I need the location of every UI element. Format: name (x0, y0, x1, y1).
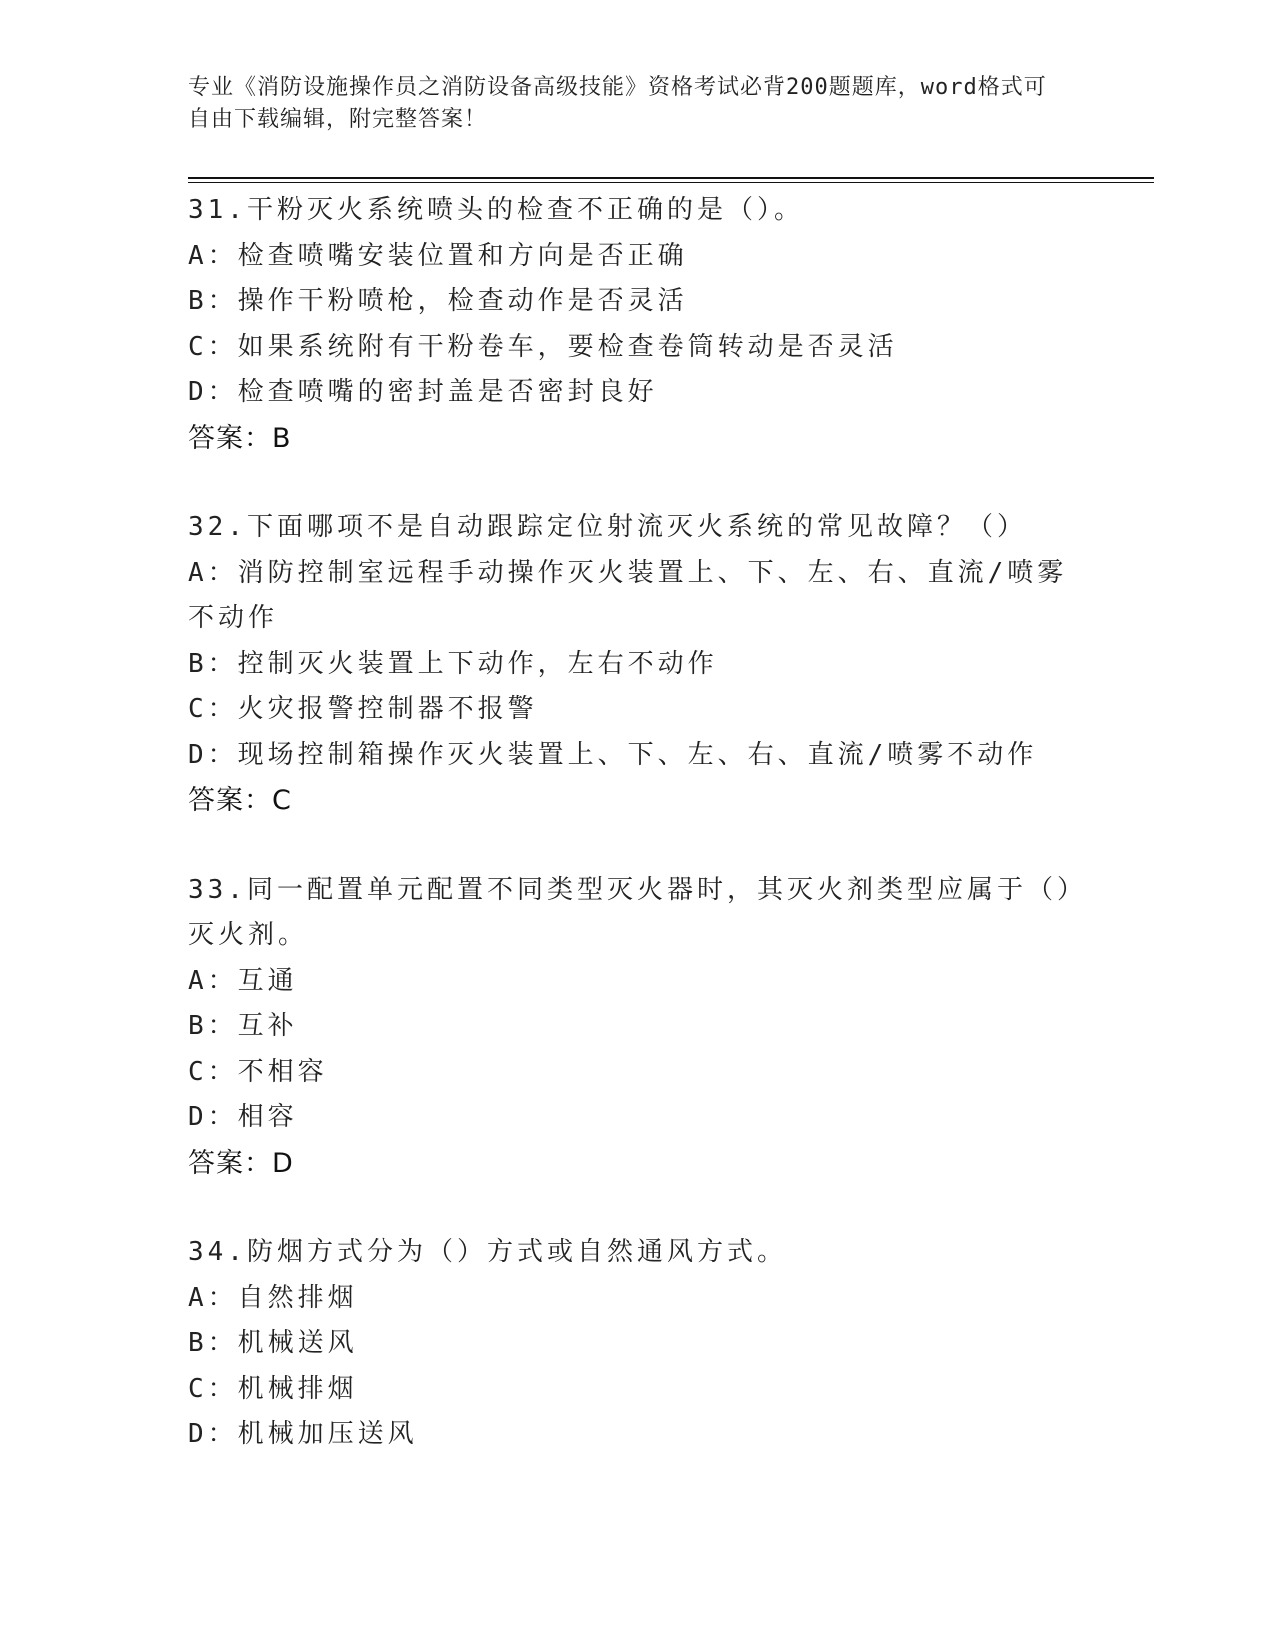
option-d: D：现场控制箱操作灭火装置上、下、左、右、直流/喷雾不动作 (188, 739, 1038, 770)
option-c: C：机械排烟 (188, 1373, 358, 1404)
option-d: D：相容 (188, 1102, 298, 1132)
option-a: A：互通 (188, 965, 298, 996)
question-stem: 31.干粉灭火系统喷头的检查不正确的是（）。 (188, 195, 804, 225)
option-d: D：机械加压送风 (188, 1419, 418, 1449)
option-b: B：操作干粉喷枪，检查动作是否灵活 (188, 286, 688, 316)
question-31 (188, 188, 1088, 461)
header-divider-thin (188, 182, 1154, 183)
question-stem: 33.同一配置单元配置不同类型灭火器时，其灭火剂类型应属于（）灭火剂。 (188, 874, 1087, 950)
answer-line: 答案：D (188, 1147, 294, 1179)
question-stem: 32.下面哪项不是自动跟踪定位射流灭火系统的常见故障？（） (188, 512, 1027, 542)
option-b: B：机械送风 (188, 1328, 358, 1358)
question-32 (188, 505, 1088, 824)
option-b: B：互补 (188, 1011, 298, 1041)
option-c: C：火灾报警控制器不报警 (188, 694, 538, 724)
option-c: C：不相容 (188, 1056, 328, 1087)
answer-line: 答案：B (188, 422, 292, 454)
option-a: A：检查喷嘴安装位置和方向是否正确 (188, 240, 688, 271)
option-b: B：控制灭火装置上下动作，左右不动作 (188, 648, 718, 679)
document-header: 专业《消防设施操作员之消防设备高级技能》资格考试必背200题题库，word格式可自由下载编辑，附完整答案！ (188, 75, 1047, 132)
answer-line: 答案：C (188, 785, 292, 816)
option-a: A：消防控制室远程手动操作灭火装置上、下、左、右、直流/喷雾不动作 (188, 557, 1068, 633)
option-d: D：检查喷嘴的密封盖是否密封良好 (188, 377, 658, 407)
question-33 (188, 868, 1088, 1187)
question-34 (188, 1230, 1088, 1458)
option-a: A：自然排烟 (188, 1282, 358, 1313)
question-list (188, 188, 1088, 1502)
header-divider-thick (188, 177, 1154, 179)
question-stem: 34.防烟方式分为（）方式或自然通风方式。 (188, 1237, 787, 1267)
option-c: C：如果系统附有干粉卷车，要检查卷筒转动是否灵活 (188, 331, 898, 362)
